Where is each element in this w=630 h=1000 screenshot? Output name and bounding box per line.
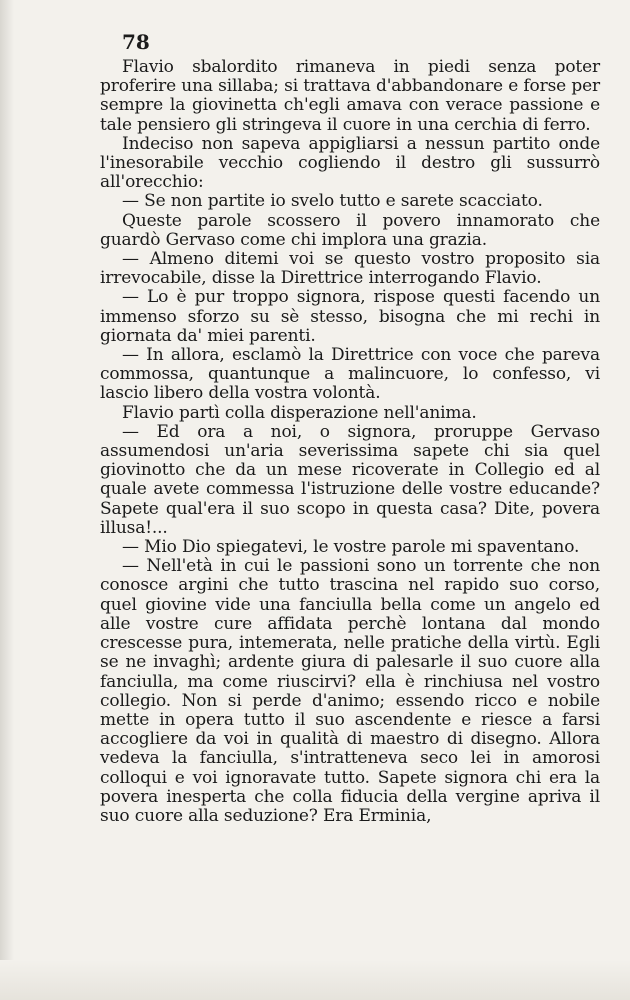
paragraph: Indeciso non sapeva appigliarsi a nessun partito onde l'inesorabile vecchio cogliendo il destro gli sussurrò all'orecchio: bbox=[100, 133, 600, 193]
paragraph: — Almeno ditemi voi se questo vostro proposito sia irrevocabile, disse la Direttrice interrogando Flavio. bbox=[100, 249, 600, 289]
paragraph: — Nell'età in cui le passioni sono un torrente che non conosce argini che tutto trascina nel rapido suo corso, quel giovine vide una fanciulla bella come un angelo ed alle vostre cure affidata perchè lontana dal mondo crescesse pura, intemerata, nelle pratiche della virtù. Egli se ne invaghì; ardente giura di palesarle il suo cuore alla fanciulla, ma come riuscirvi? ella è rinchiusa nel vostro collegio. Non si perde d'animo; essendo ricco e nobile mette in opera tutto il suo ascendente e riesce a farsi accogliere da voi in qualità di maestro di disegno. Allora vedeva la fanciulla, s'intratteneva seco lei in amorosi colloqui e voi ignoravate tutto. Sapete signora chi era la povera inesperta che colla fiducia della vergine apriva il suo cuore alla seduzione? Era Erminia, bbox=[100, 556, 600, 826]
body-text bbox=[100, 58, 600, 826]
page-number: 78 bbox=[122, 30, 150, 54]
paragraph: — Ed ora a noi, o signora, proruppe Gervaso assumendosi un'aria severissima sapete chi sia quel giovinotto che da un mese ricoverate in Collegio ed al quale avete commessa l'istruzione delle vostre educande? Sapete qual'era il suo scopo in questa casa? Dite, povera illusa!... bbox=[100, 421, 600, 538]
page-left-shadow bbox=[0, 0, 14, 1000]
page-bottom-margin bbox=[0, 960, 630, 1000]
paragraph: — Mio Dio spiegatevi, le vostre parole mi spaventano. bbox=[122, 537, 580, 558]
paragraph: — Lo è pur troppo signora, rispose questi facendo un immenso sforzo su sè stesso, bisogna che mi rechi in giornata da' miei parenti. bbox=[100, 287, 600, 346]
paragraph: Flavio partì colla disperazione nell'anima. bbox=[122, 402, 477, 423]
paragraph: — Se non partite io svelo tutto e sarete scacciato. bbox=[122, 191, 543, 212]
paragraph: Flavio sbalordito rimaneva in piedi senza poter proferire una sillaba; si trattava d'abbandonare e forse per sempre la giovinetta ch'egli amava con verace passione e tale pensiero gli stringeva il cuore in una cerchia di ferro. bbox=[100, 57, 600, 135]
paragraph: Queste parole scossero il povero innamorato che guardò Gervaso come chi implora una grazia. bbox=[100, 210, 600, 250]
paragraph: — In allora, esclamò la Direttrice con voce che pareva commossa, quantunque a malincuore, lo confesso, vi lascio libero della vostra volontà. bbox=[100, 345, 600, 404]
